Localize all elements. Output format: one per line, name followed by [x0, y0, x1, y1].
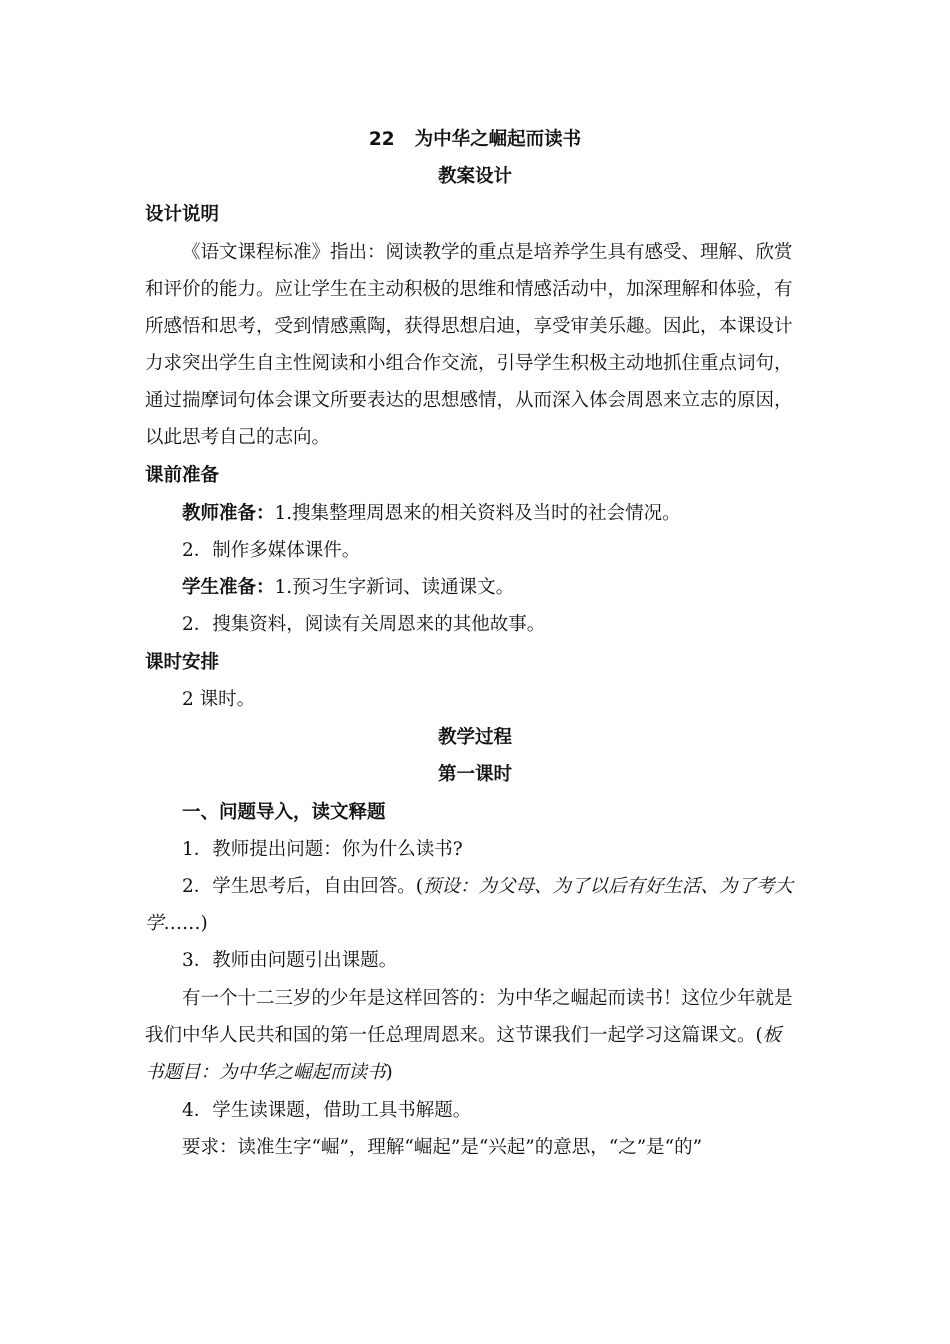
lesson-title	[0, 131, 950, 150]
paragraph-1-line-1: 有一个十二三岁的少年是这样回答的：为中华之崛起而读书！这位少年就是	[182, 988, 793, 1009]
step-2-text: 2．学生思考后，自由回答。(	[182, 876, 423, 897]
step-2	[182, 878, 793, 897]
design-notes-heading: 设计说明	[145, 204, 220, 225]
lesson-title-text: 为中华之崛起而读书	[414, 129, 582, 150]
student-preparation-item-1: 1.预习生字新词、读通课文。	[274, 577, 515, 598]
preparation-heading: 课前准备	[145, 465, 220, 486]
process-heading: 教学过程	[437, 727, 512, 748]
design-notes-line-6: 以此思考自己的志向。	[145, 427, 331, 448]
paragraph-1-line-3-note: 书题目：为中华之崛起而读书	[145, 1062, 386, 1083]
lesson-number: 22	[368, 129, 395, 150]
teacher-preparation	[182, 505, 681, 524]
step-2-note: 预设：为父母、为了以后有好生活、为了考大	[423, 876, 794, 897]
schedule-heading: 课时安排	[145, 652, 220, 673]
paragraph-1-line-2	[145, 1027, 781, 1046]
paragraph-1-line-2-note: 板	[762, 1025, 782, 1046]
design-notes-line-5: 通过揣摩词句体会课文所要表达的思想感情，从而深入体会周恩来立志的原因，	[145, 390, 793, 411]
document-subtitle: 教案设计	[437, 166, 512, 187]
design-notes-line-2: 和评价的能力。应让学生在主动积极的思维和情感活动中，加深理解和体验，有	[145, 279, 793, 300]
design-notes-line-1: 《语文课程标准》指出：阅读教学的重点是培养学生具有感受、理解、欣赏	[182, 242, 793, 263]
step-4: 4．学生读课题，借助工具书解题。	[182, 1100, 472, 1121]
student-preparation-item-2: 2．搜集资料，阅读有关周恩来的其他故事。	[182, 614, 546, 635]
step-3: 3．教师由问题引出课题。	[182, 950, 398, 971]
step-2-continued	[145, 915, 208, 934]
step-2-note-continued: 学	[145, 913, 164, 934]
paragraph-1-line-2-text: 我们中华人民共和国的第一任总理周恩来。这节课我们一起学习这篇课文。(	[145, 1025, 763, 1046]
teacher-preparation-item-1: 1.搜集整理周恩来的相关资料及当时的社会情况。	[274, 503, 681, 524]
schedule-text: 2 课时。	[182, 689, 256, 710]
requirement: 要求：读准生字“崛”，理解“崛起”是“兴起”的意思，“之”是“的”	[182, 1137, 703, 1158]
student-preparation-label: 学生准备：	[182, 577, 275, 598]
paragraph-1-line-3	[145, 1064, 393, 1083]
teacher-preparation-item-2: 2．制作多媒体课件。	[182, 540, 361, 561]
teacher-preparation-label: 教师准备：	[182, 503, 275, 524]
step-1: 1．教师提出问题：你为什么读书?	[182, 839, 463, 860]
student-preparation	[182, 579, 514, 598]
section-1-title: 一、问题导入，读文释题	[182, 802, 386, 823]
step-2-ending: ……)	[163, 913, 208, 934]
period-heading: 第一课时	[437, 764, 512, 785]
design-notes-line-4: 力求突出学生自主性阅读和小组合作交流，引导学生积极主动地抓住重点词句，	[145, 353, 793, 374]
paragraph-1-line-3-end: )	[385, 1062, 393, 1083]
design-notes-line-3: 所感悟和思考，受到情感熏陶，获得思想启迪，享受审美乐趣。因此，本课设计	[145, 316, 793, 337]
